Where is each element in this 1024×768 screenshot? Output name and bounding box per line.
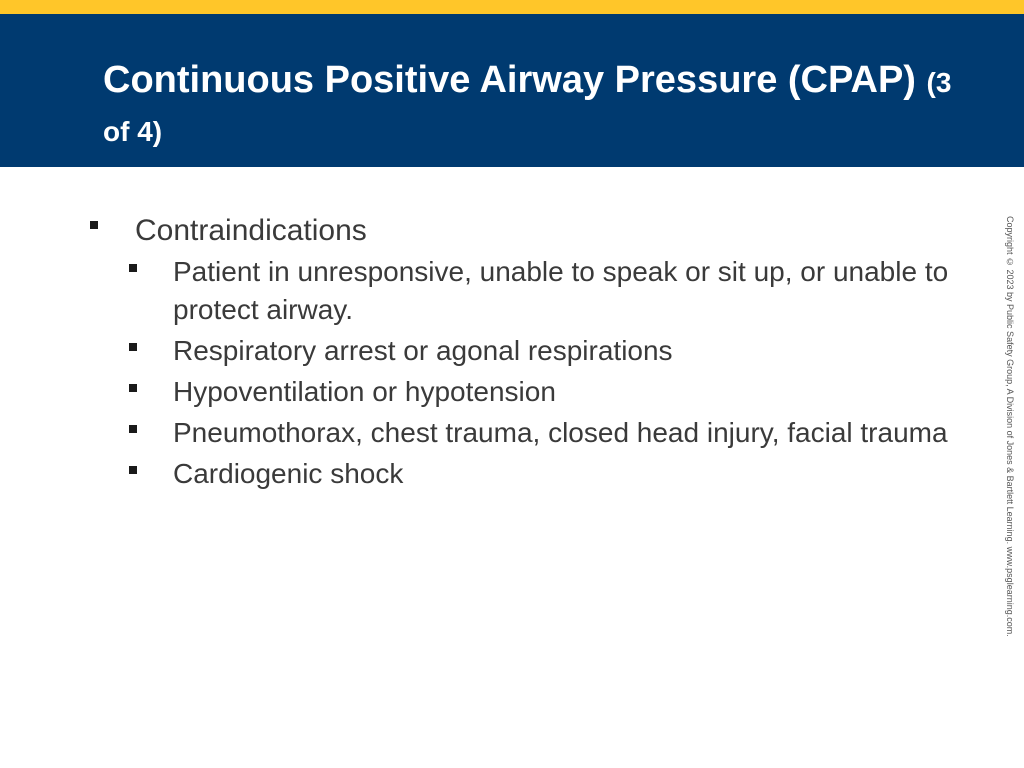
- list-item-text: Hypoventilation or hypotension: [173, 376, 556, 407]
- list-item: [90, 373, 950, 411]
- slide-title-main: Continuous Positive Airway Pressure (CPAP): [103, 59, 916, 101]
- list-item: [90, 455, 950, 493]
- slide-title: [103, 57, 963, 155]
- list-item-text: Respiratory arrest or agonal respirations: [173, 335, 673, 366]
- list-item-text: Pneumothorax, chest trauma, closed head injury, facial trauma: [173, 417, 948, 448]
- list-item-text: Cardiogenic shock: [173, 458, 404, 489]
- accent-bar: [0, 0, 1024, 14]
- contraindications-heading: Contraindications: [135, 214, 367, 247]
- copyright-notice: Copyright © 2023 by Public Safety Group, A Division of Jones & Bartlett Learning. www.psglearning.com.: [1005, 216, 1015, 637]
- list-item: [90, 414, 950, 452]
- square-bullet-icon: [129, 343, 137, 351]
- square-bullet-icon: [129, 384, 137, 392]
- title-band: [0, 14, 1024, 167]
- bullet-list: [90, 212, 950, 493]
- list-item-text: Patient in unresponsive, unable to speak or sit up, or unable to protect airway.: [173, 256, 949, 325]
- square-bullet-icon: [129, 425, 137, 433]
- slide-title-sub: (3 of 4): [103, 67, 952, 147]
- list-item: [90, 253, 950, 329]
- list-item: [90, 332, 950, 370]
- square-bullet-icon: [129, 264, 137, 272]
- list-item-heading: [90, 212, 950, 250]
- square-bullet-icon: [129, 466, 137, 474]
- square-bullet-icon: [90, 221, 98, 229]
